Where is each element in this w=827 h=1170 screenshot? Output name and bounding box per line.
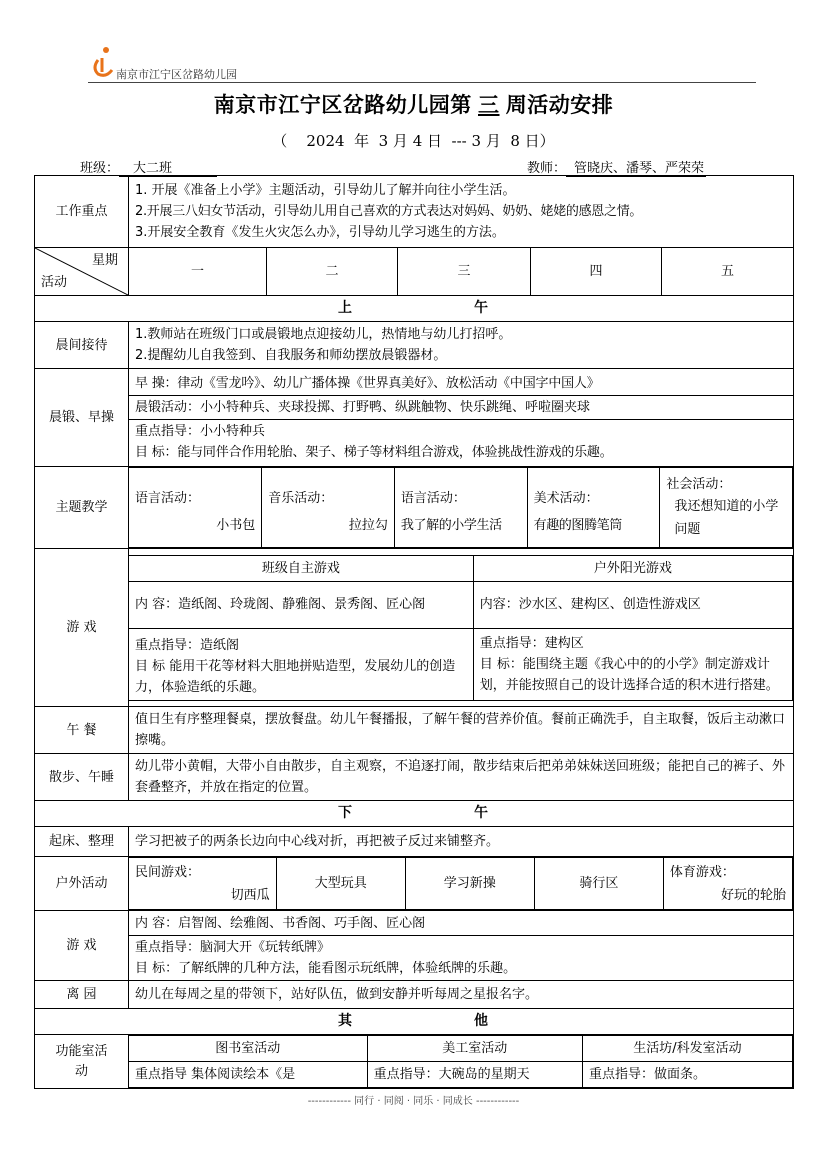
class-label: 班级： xyxy=(80,161,120,176)
section-char: 午 xyxy=(474,805,491,821)
outdoor-cell-tuesday xyxy=(276,858,405,910)
afternoon-games-content xyxy=(129,911,794,981)
lunch-row xyxy=(35,707,794,754)
work-focus-item: 3.开展安全教育《发生火灾怎么办》，引导幼儿学习逃生的方法。 xyxy=(135,225,505,240)
exercise-line: 晨锻活动：小小特种兵、夹球投掷、打野鸭、纵跳触物、快乐跳绳、呼啦圈夹球 xyxy=(129,395,793,419)
function-room-content xyxy=(129,1035,794,1089)
section-char: 其 xyxy=(338,1013,355,1029)
theme-cell-wednesday xyxy=(394,468,527,548)
theme-row xyxy=(35,467,794,549)
getup-content: 学习把被子的两条长边向中心线对折，再把被子反过来铺整齐。 xyxy=(129,827,794,857)
theme-cell-title: 音乐活动： xyxy=(268,490,334,506)
exercise-row xyxy=(35,369,794,467)
afternoon-games-areas: 内 容：启智阁、绘雅阁、书香阁、巧手阁、匠心阁 xyxy=(135,915,426,931)
weekday-corner xyxy=(35,248,129,296)
outdoor-cell-thursday xyxy=(534,858,663,910)
life-science-activity-focus: 重点指导：做面条。 xyxy=(582,1062,792,1088)
work-focus-content xyxy=(129,176,794,248)
function-room-label-text: 功能室活动 xyxy=(55,1043,108,1079)
work-focus-item: 2.开展三八妇女节活动，引导幼儿用自己喜欢的方式表达对妈妈、奶奶、姥姥的感恩之情。 xyxy=(135,204,643,219)
theme-cell-title: 社会活动： xyxy=(666,477,732,492)
exercise-label: 晨锻、早操 xyxy=(35,369,129,467)
header-divider xyxy=(88,82,756,83)
morning-section-row xyxy=(35,296,794,322)
outdoor-cell-content: 学习新操 xyxy=(443,876,496,891)
corner-activity-label: 活动 xyxy=(41,275,68,290)
other-section-title xyxy=(35,1009,794,1035)
library-activity-focus: 重点指导 集体阅读绘本《是 xyxy=(129,1062,367,1088)
theme-cell-content: 拉拉勾 xyxy=(348,517,388,533)
getup-label: 起床、整理 xyxy=(35,827,129,857)
other-section-row xyxy=(35,1009,794,1035)
afternoon-games-row xyxy=(35,911,794,981)
games-row xyxy=(35,549,794,707)
exercise-content xyxy=(129,369,794,467)
afternoon-section-row xyxy=(35,801,794,827)
art-room-activity-focus: 重点指导：大碗岛的星期天 xyxy=(367,1062,582,1088)
kindergarten-logo xyxy=(90,44,116,78)
outdoor-row xyxy=(35,857,794,911)
class-value: 大二班 xyxy=(119,157,217,177)
logo-text: 南京市江宁区岔路幼儿园 xyxy=(116,68,237,81)
theme-content xyxy=(129,467,794,549)
theme-cell-title: 语言活动： xyxy=(135,490,201,506)
theme-cell-monday xyxy=(129,468,262,548)
exercise-line: 早 操：律动《雪龙吟》、幼儿广播体操《世界真美好》、放松活动《中国字中国人》 xyxy=(135,375,600,391)
weekly-schedule-table xyxy=(34,175,794,1089)
art-room-activity-header: 美工室活动 xyxy=(367,1036,582,1062)
section-char: 午 xyxy=(474,300,491,316)
teacher-value: 管晓庆、潘琴、严荣荣 xyxy=(566,157,706,177)
theme-cell-thursday xyxy=(527,468,660,548)
class-game-header: 班级自主游戏 xyxy=(129,555,473,581)
outdoor-game-focus-cell xyxy=(473,628,792,700)
section-char: 上 xyxy=(338,300,355,316)
reception-content xyxy=(129,322,794,369)
outdoor-game-content: 内容：沙水区、建构区、创造性游戏区 xyxy=(473,581,792,628)
day-monday: 一 xyxy=(129,248,267,296)
work-focus-row xyxy=(35,176,794,248)
games-content xyxy=(129,549,794,707)
class-game-goal: 目 标 能用干花等材料大胆地拼贴造型，发展幼儿的创造力，体验造纸的乐趣。 xyxy=(135,658,456,695)
theme-cell-content: 我了解的小学生活 xyxy=(400,517,502,533)
date-range: （ 2024 年 3 月 4 日 --- 3 月 8 日） xyxy=(272,132,555,150)
nap-content: 幼儿带小黄帽，大带小自由散步，自主观察，不追逐打闹，散步结束后把弟弟妹妹送回班级；能把自己的裤子、外套叠整齐，并放在指定的位置。 xyxy=(129,754,794,801)
outdoor-game-header: 户外阳光游戏 xyxy=(473,555,792,581)
outdoor-cell-wednesday xyxy=(405,858,534,910)
section-char: 下 xyxy=(338,805,355,821)
games-label: 游 戏 xyxy=(35,549,129,707)
outdoor-cell-title: 体育游戏： xyxy=(669,864,735,880)
lunch-content: 值日生有序整理餐桌，摆放餐盘。幼儿午餐播报，了解午餐的营养价值。餐前正确洗手，自主取餐，饭后主动漱口擦嘴。 xyxy=(129,707,794,754)
leave-label: 离 园 xyxy=(35,981,129,1009)
outdoor-cell-title: 民间游戏： xyxy=(135,864,201,880)
outdoor-cell-content: 骑行区 xyxy=(579,876,619,891)
work-focus-label: 工作重点 xyxy=(35,176,129,248)
outdoor-label: 户外活动 xyxy=(35,857,129,911)
nap-row xyxy=(35,754,794,801)
afternoon-games-label: 游 戏 xyxy=(35,911,129,981)
theme-cell-content: 小书包 xyxy=(216,517,256,533)
class-game-focus: 重点指导：造纸阁 xyxy=(135,637,240,653)
function-room-row xyxy=(35,1035,794,1089)
outdoor-content xyxy=(129,857,794,911)
theme-cell-tuesday xyxy=(262,468,395,548)
leave-row xyxy=(35,981,794,1009)
class-game-focus-cell xyxy=(129,628,473,700)
reception-row xyxy=(35,322,794,369)
day-friday: 五 xyxy=(662,248,794,296)
life-science-activity-header: 生活坊/科发室活动 xyxy=(582,1036,792,1062)
outdoor-cell-friday xyxy=(663,858,792,910)
reception-item: 2.提醒幼儿自我签到、自我服务和师幼摆放晨锻器材。 xyxy=(135,348,447,363)
afternoon-games-goal: 目 标：了解纸牌的几种方法，能看图示玩纸牌，体验纸牌的乐趣。 xyxy=(135,960,517,976)
week-number: 三 xyxy=(478,92,500,117)
outdoor-game-goal: 目 标：能围绕主题《我心中的的小学》制定游戏计划，并能按照自己的设计选择合适的积木进行搭建。 xyxy=(479,656,779,693)
theme-cell-title: 美术活动： xyxy=(533,490,599,506)
exercise-goal: 目 标：能与同伴合作用轮胎、架子、梯子等材料组合游戏，体验挑战性游戏的乐趣。 xyxy=(135,444,613,460)
theme-cell-friday xyxy=(660,468,793,548)
theme-cell-content: 有趣的图腾笔筒 xyxy=(533,517,622,533)
nap-label: 散步、午睡 xyxy=(35,754,129,801)
morning-section-title xyxy=(35,296,794,322)
reception-label: 晨间接待 xyxy=(35,322,129,369)
teacher-label: 教师： xyxy=(527,161,567,176)
outdoor-game-focus: 重点指导：建构区 xyxy=(479,635,584,651)
theme-cell-content: 我还想知道的小学问题 xyxy=(674,499,779,537)
theme-label: 主题教学 xyxy=(35,467,129,549)
afternoon-games-focus: 重点指导：脑洞大开《玩转纸牌》 xyxy=(129,935,793,958)
day-wednesday: 三 xyxy=(398,248,531,296)
teacher-info xyxy=(527,157,706,177)
outdoor-cell-content: 好玩的轮胎 xyxy=(721,887,787,903)
outdoor-cell-content: 切西瓜 xyxy=(230,887,270,903)
outdoor-cell-monday xyxy=(129,858,276,910)
page-title xyxy=(0,89,827,119)
leave-content: 幼儿在每周之星的带领下，站好队伍，做到安静并听每周之星报名字。 xyxy=(129,981,794,1009)
page-footer: ------------ 同行 · 同阅 · 同乐 · 同成长 ------------ xyxy=(307,1096,520,1107)
class-info xyxy=(80,157,217,177)
theme-cell-title: 语言活动： xyxy=(400,490,466,506)
lunch-label: 午 餐 xyxy=(35,707,129,754)
title-prefix: 南京市江宁区岔路幼儿园第 xyxy=(213,92,472,117)
outdoor-cell-content: 大型玩具 xyxy=(314,876,367,891)
afternoon-section-title xyxy=(35,801,794,827)
reception-item: 1.教师站在班级门口或晨锻地点迎接幼儿，热情地与幼儿打招呼。 xyxy=(135,327,512,342)
exercise-focus: 重点指导：小小特种兵 xyxy=(129,419,793,442)
day-thursday: 四 xyxy=(531,248,662,296)
day-tuesday: 二 xyxy=(267,248,398,296)
corner-weekday-label: 星期 xyxy=(91,253,118,268)
library-activity-header: 图书室活动 xyxy=(129,1036,367,1062)
section-char: 他 xyxy=(474,1013,491,1029)
weekday-header-row xyxy=(35,248,794,296)
class-game-content: 内 容：造纸阁、玲珑阁、静雅阁、景秀阁、匠心阁 xyxy=(129,581,473,628)
getup-row xyxy=(35,827,794,857)
work-focus-item: 1. 开展《准备上小学》主题活动，引导幼儿了解并向往小学生活。 xyxy=(135,183,516,198)
title-suffix: 周活动安排 xyxy=(505,92,614,117)
function-room-label xyxy=(35,1035,129,1089)
